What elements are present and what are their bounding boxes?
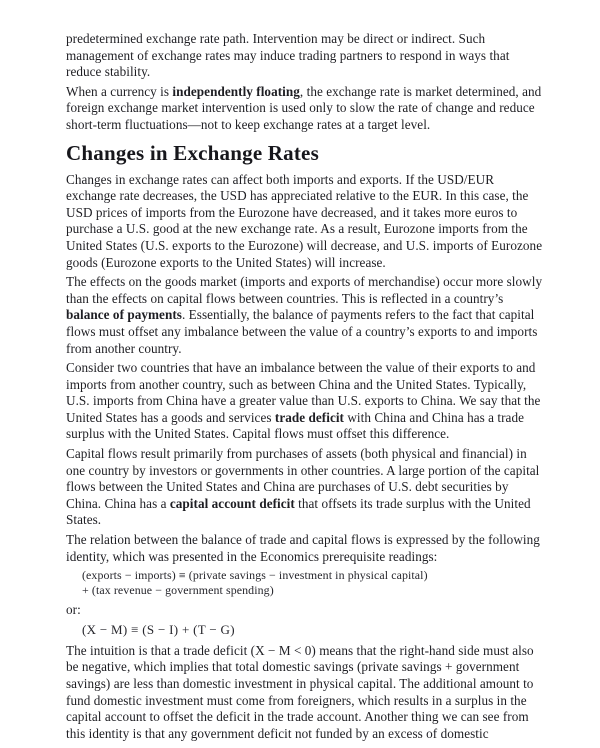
section-heading: Changes in Exchange Rates <box>66 140 319 165</box>
paragraph-independently-floating <box>66 84 544 134</box>
paragraph-intuition: The intuition is that a trade deficit (X − M < 0) means that the right-hand side must also be negative, which implies that total domestic savings (private savings + government savings) are less than domestic investment in physical capital. The additional amount to fund domestic investment must come from foreigners, which results in a surplus in the capital account to offset the deficit in the trade account. Another thing we can see from this identity is that any government deficit not funded by an excess of domestic <box>66 642 534 741</box>
paragraph-intervention: predetermined exchange rate path. Intervention may be direct or indirect. Such management of exchange rates may induce trading partners to respond in ways that reduce stability. <box>66 31 510 80</box>
formula-trade-identity <box>82 568 544 597</box>
term-trade-deficit: trade deficit <box>274 409 344 425</box>
paragraph-run: Capital flows result primarily from purchases of assets (both physical and financial) in one country by investors or governments in other countries. A large portion of the capital flows between the United States and China are purchases of U.S. debt securities by China. China has a <box>66 446 540 511</box>
term-capital-account-deficit: capital account deficit <box>169 495 295 511</box>
paragraph-identity-intro: The relation between the balance of trade and capital flows is expressed by the following identity, which was presented in the Economics prerequisite readings: <box>66 532 540 564</box>
paragraph-capital-flows <box>66 446 544 529</box>
paragraph-run: Consider two countries that have an imbalance between the value of their exports to and imports from another country, such as between China and the United States. Typically, U.S. imports from China have a greater value than U.S. exports to China. We say that the United States has a goods and services <box>66 360 541 425</box>
paragraph-run: When a currency is <box>66 83 173 99</box>
paragraph-run: that offsets its trade surplus with the United States. <box>66 495 531 528</box>
paragraph-run: , the exchange rate is market determined, and foreign exchange market intervention is used only to slow the rate of change and reduce short-term fluctuations—not to keep exchange rates at a target level. <box>66 83 542 132</box>
paragraph-run: with China and China has a trade surplus with the United States. Capital flows must offset this difference. <box>66 409 525 442</box>
paragraph-run: . Essentially, the balance of payments refers to the fact that capital flows must offset any imbalance between the value of a country’s exports to and imports from another country. <box>66 307 538 356</box>
formula-symbolic-identity: (X − M) ≡ (S − I) + (T − G) <box>82 621 235 637</box>
paragraph-run: The effects on the goods market (imports and exports of merchandise) occur more slowly than the effects on capital flows between countries. This is reflected in a country’s <box>66 274 543 306</box>
paragraph-trade-imbalance <box>66 360 544 443</box>
paragraph-exchange-rate-changes: Changes in exchange rates can affect both imports and exports. If the USD/EUR exchange rate decreases, the USD has appreciated relative to the EUR. In this case, the USD prices of imports from the Eurozone have decreased, and it takes more euros to purchase a U.S. good at the new exchange rate. As a result, Eurozone imports from the United States (U.S. exports to the Eurozone) will decrease, and U.S. imports of Eurozone goods (Eurozone exports to the United States) will increase. <box>66 171 543 270</box>
term-balance-of-payments: balance of payments <box>66 307 182 323</box>
paragraph-balance-of-payments <box>66 274 544 357</box>
formula-line-2: + (tax revenue − government spending) <box>82 582 274 597</box>
text-column <box>66 31 544 742</box>
formula-line-1: (exports − imports) ≡ (private savings − investment in physical capital) <box>82 568 428 583</box>
term-independently-floating: independently floating <box>172 83 300 99</box>
or-label: or: <box>66 602 81 618</box>
